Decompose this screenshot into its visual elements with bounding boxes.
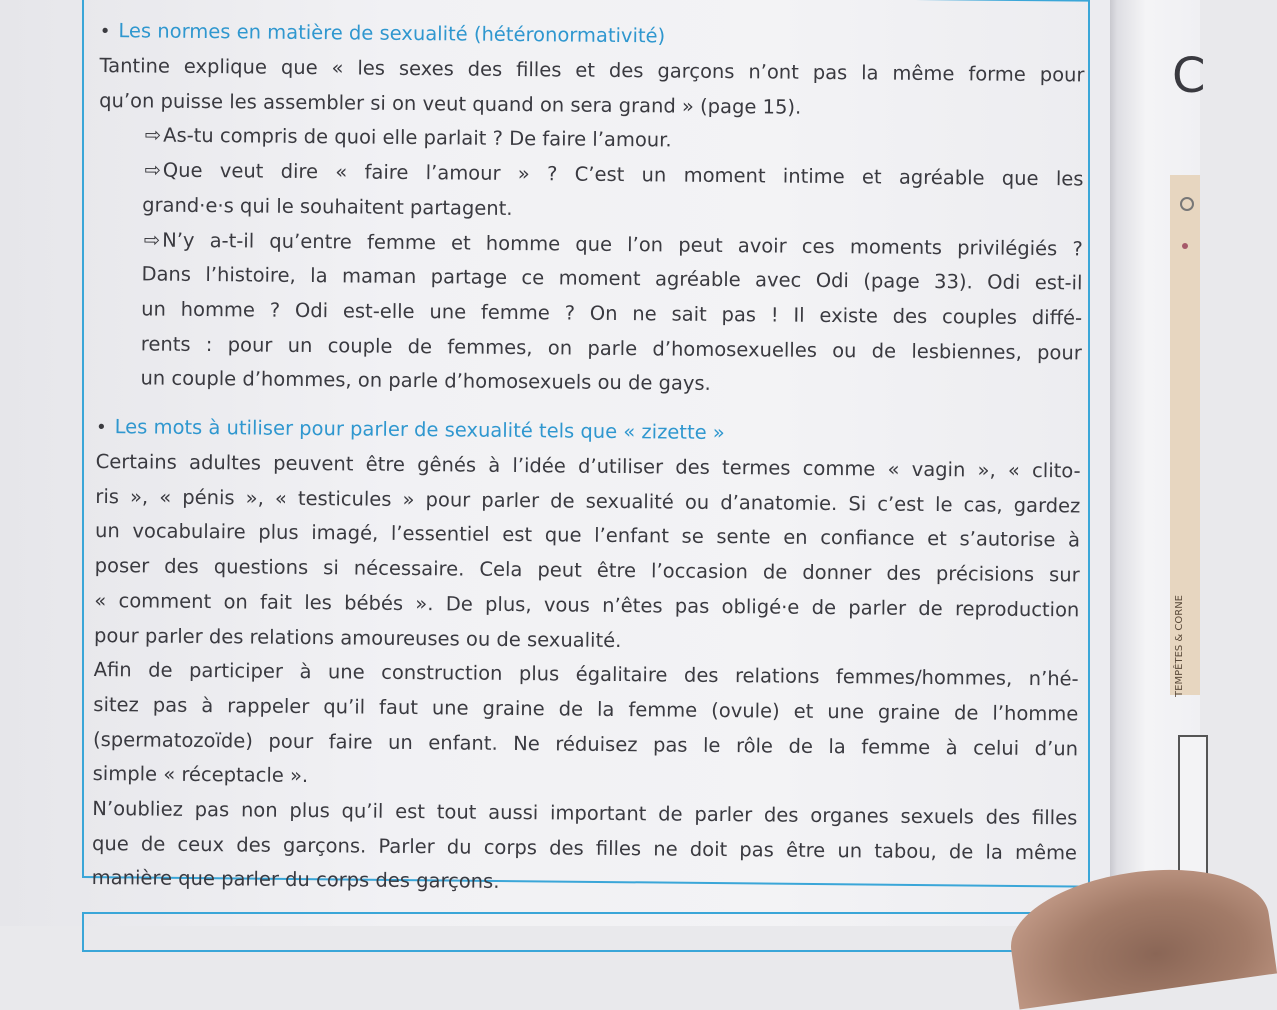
text-line: simple « réceptacle ». [92, 762, 309, 788]
text-line: Certains adultes peuvent être gênés à l’idée d’utiliser des termes comme « vagin », « clito- [95, 450, 1081, 483]
text-line: (spermatozoïde) pour faire un enfant. Ne réduisez pas le rôle de la femme à celui d’un [92, 727, 1079, 761]
text-line: un vocabulaire plus imagé, l’essentiel est que l’enfant se sente en confiance et s’autorise à [94, 519, 1081, 552]
text-line: un couple d’hommes, on parle d’homosexuels ou de gays. [140, 366, 711, 396]
arrow-icon: ⇨ [143, 227, 161, 252]
section-heading-norms: • Les normes en matière de sexualité (hétéronormativité) [99, 19, 666, 48]
text-line: manière que parler du corps des garçons. [91, 866, 500, 894]
dot-icon [1182, 243, 1188, 249]
text-line: « comment on fait les bébés ». De plus, vous n’êtes pas obligé·e de parler de reproduction [94, 588, 1080, 622]
bullet-icon: • [99, 20, 111, 43]
bullet-icon: • [95, 417, 107, 439]
text-line: rents : pour un couple de femmes, on parle d’homosexuelles ou de lesbiennes, pour [140, 332, 1082, 365]
question-line: ⇨Que veut dire « faire l’amour » ? C’est un moment intime et agréable que les [144, 158, 1084, 191]
facing-page-illustration [1170, 175, 1200, 695]
circle-icon [1180, 197, 1194, 211]
text-line: Tantine explique que « les sexes des filles et des garçons n’ont pas la même forme pour [99, 53, 1085, 87]
text-line: poser des questions si nécessaire. Cela peut être l’occasion de donner des précisions sur [94, 554, 1080, 587]
text-line: que de ceux des garçons. Parler du corps des filles ne doit pas être un tabou, de la même [91, 831, 1078, 865]
text-line: Dans l’histoire, la maman partage ce moment agréable avec Odi (page 33). Odi est-il [141, 262, 1083, 295]
text-line: ris », « pénis », « testicules » pour parler de sexualité ou d’anatomie. Si c’est le cas, gardez [95, 484, 1081, 518]
arrow-icon: ⇨ [144, 123, 162, 147]
arrow-icon: ⇨ [144, 158, 161, 182]
facing-page-vertical-text: TEMPÊTES & CORNE [1174, 595, 1185, 697]
question-line: ⇨As-tu compris de quoi elle parlait ? De faire l’amour. [144, 123, 672, 152]
text-line: N’oubliez pas non plus qu’il est tout aussi important de parler des organes sexuels des filles [92, 797, 1078, 830]
page-content [92, 14, 1085, 906]
section-heading-words: • Les mots à utiliser pour parler de sexualité tels que « zizette » [95, 415, 725, 445]
text-line: un homme ? Odi est-elle une femme ? On ne sait pas ! Il existe des couples diffé- [141, 297, 1083, 330]
facing-page-letter: C [1172, 48, 1206, 104]
next-frame [82, 912, 1092, 952]
text-line: grand·e·s qui le souhaitent partagent. [142, 193, 513, 220]
text-line: sitez pas à rappeler qu’il faut une graine de la femme (ovule) et une graine de l’homme [93, 692, 1079, 726]
text-line: Afin de participer à une construction plus égalitaire des relations femmes/hommes, n’hé- [93, 658, 1079, 691]
text-line: pour parler des relations amoureuses ou de sexualité. [93, 623, 622, 652]
text-line: qu’on puisse les assembler si on veut quand on sera grand » (page 15). [99, 88, 802, 119]
question-line: ⇨N’y a-t-il qu’entre femme et homme que l’on peut avoir ces moments privilégiés ? [143, 227, 1083, 260]
